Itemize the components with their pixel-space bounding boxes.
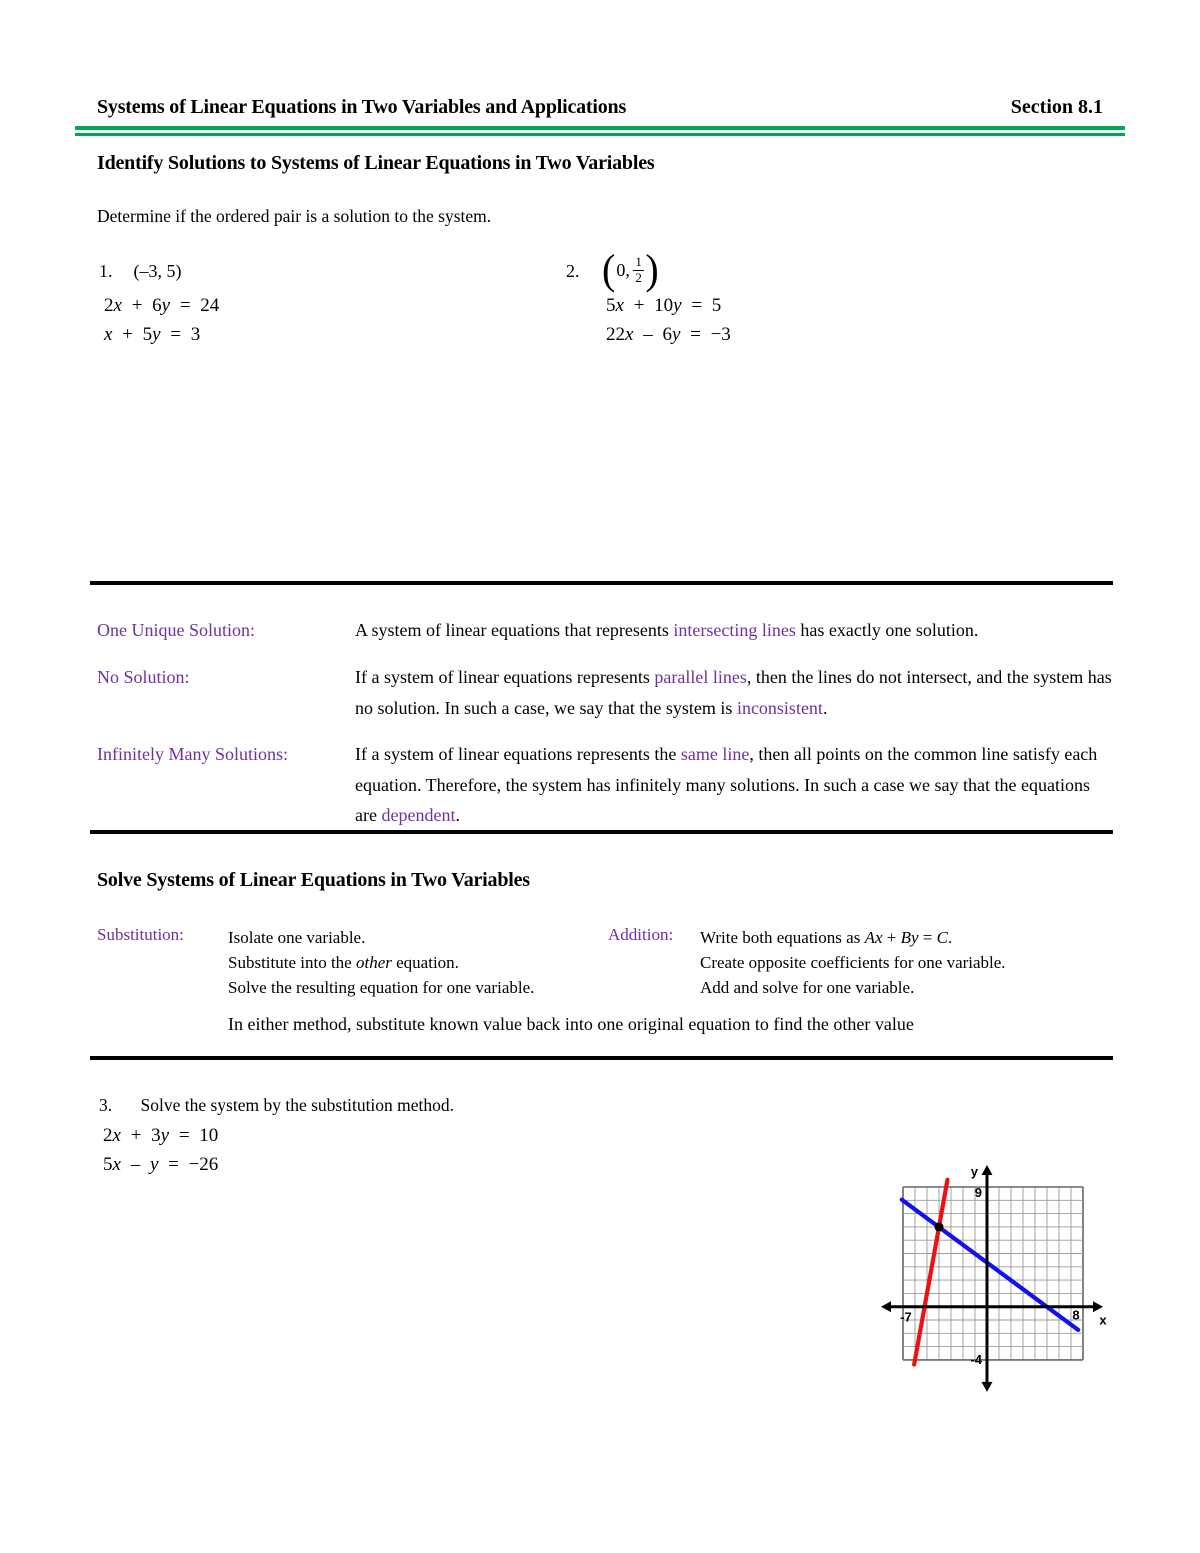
page-title: Systems of Linear Equations in Two Variables and Applications [97,96,627,118]
problem-1-system [104,291,219,349]
horizontal-rule-1 [90,581,1113,585]
substitution-step-3: Solve the resulting equation for one variable. [228,978,535,997]
instruction-text: Determine if the ordered pair is a solution to the system. [97,206,492,226]
problem-3-equation-2: 5x – y = −26 [103,1154,219,1175]
definition-text: If a system of linear equations represents the same line, then all points on the common line satisfy each equation. Therefore, the system has infinitely many solutions. In such a case we say that the equations are dependent. [355,744,1098,825]
substitution-label: Substitution: [97,925,184,944]
problem-3-text: Solve the system by the substitution method. [140,1095,455,1115]
red-line [914,1180,947,1365]
y-max-label: 9 [974,1185,982,1200]
definition-text: If a system of linear equations represents parallel lines, then the lines do not intersect, and the system has no solution. In such a case, we say that the system is inconsistent. [355,667,1112,718]
problem-2-system [606,291,731,349]
problem-1 [99,261,182,282]
x-axis-right-arrow [1093,1301,1103,1312]
fraction-numerator: 1 [633,255,645,271]
method-note: In either method, substitute known value back into one original equation to find the other value [228,1014,914,1034]
problem-2-ordered-pair [602,245,659,294]
definition-row-no-solution [97,662,1112,723]
y-min-label: -4 [970,1351,982,1367]
green-rule-bottom [75,133,1125,137]
definition-label: No Solution: [97,667,190,687]
horizontal-rule-3 [90,1056,1113,1060]
definition-label: Infinitely Many Solutions: [97,744,288,764]
y-axis-bottom-arrow [982,1382,993,1392]
problem-2-equation-1: 5x + 10y = 5 [606,295,722,316]
problem-2-number: 2. [566,261,580,281]
addition-step-2: Create opposite coefficients for one variable. [700,953,1006,972]
problem-1-equation-1: 2x + 6y = 24 [104,295,220,316]
substitution-steps [228,925,534,1000]
substitution-step-2: Substitute into the other equation. [228,953,459,972]
addition-label: Addition: [608,925,674,944]
heading-identify: Identify Solutions to Systems of Linear Equations in Two Variables [97,152,655,174]
y-axis-label: y [970,1164,978,1179]
problem-1-number: 1. [99,261,113,281]
highlight-same-line: same line [680,744,750,764]
problem-2-equation-2: 22x – 6y = −3 [606,324,731,345]
definition-row-unique [97,615,1112,646]
addition-step-3: Add and solve for one variable. [700,978,915,997]
highlight-intersecting-lines: intersecting lines [673,620,796,640]
addition-step-1: Write both equations as Ax + By = C. [700,928,953,947]
problem-2-number-wrap [566,261,580,282]
general-form-equation: Ax + By = C [864,928,948,947]
definition-row-infinite [97,739,1112,831]
page-header [97,96,1103,119]
highlight-parallel-lines: parallel lines [654,667,747,687]
highlight-inconsistent: inconsistent [736,697,823,718]
problem-3-number: 3. [99,1095,113,1115]
highlight-dependent: dependent [381,805,456,825]
addition-steps [700,925,1006,1000]
x-max-label: 8 [1072,1307,1080,1323]
problem-3-system [103,1121,218,1179]
x-axis-left-arrow [881,1301,891,1312]
intersection-point [935,1222,944,1231]
close-paren: ) [645,245,659,294]
heading-solve: Solve Systems of Linear Equations in Two Variables [97,869,530,891]
problem-3 [99,1095,454,1116]
problem-3-equation-1: 2x + 3y = 10 [103,1125,219,1146]
pair-first-value: 0, [616,259,630,280]
section-label: Section 8.1 [1010,96,1103,118]
problem-1-ordered-pair: (–3, 5) [133,261,182,281]
open-paren: ( [602,245,616,294]
blue-line [902,1200,1078,1330]
horizontal-rule-2 [90,830,1113,834]
problem-1-equation-2: x + 5y = 3 [104,324,201,345]
substitution-step-1: Isolate one variable. [228,928,366,947]
definition-text: A system of linear equations that represents intersecting lines has exactly one solution. [355,620,979,640]
coordinate-graph [876,1156,1118,1404]
pair-fraction [633,255,645,286]
definition-label: One Unique Solution: [97,620,255,640]
x-min-label: -7 [900,1309,912,1325]
x-axis-label: x [1099,1312,1107,1328]
fraction-denominator: 2 [635,270,642,285]
emphasis-other: other [355,953,392,972]
green-double-rule [75,126,1125,137]
y-axis-top-arrow [982,1165,993,1175]
